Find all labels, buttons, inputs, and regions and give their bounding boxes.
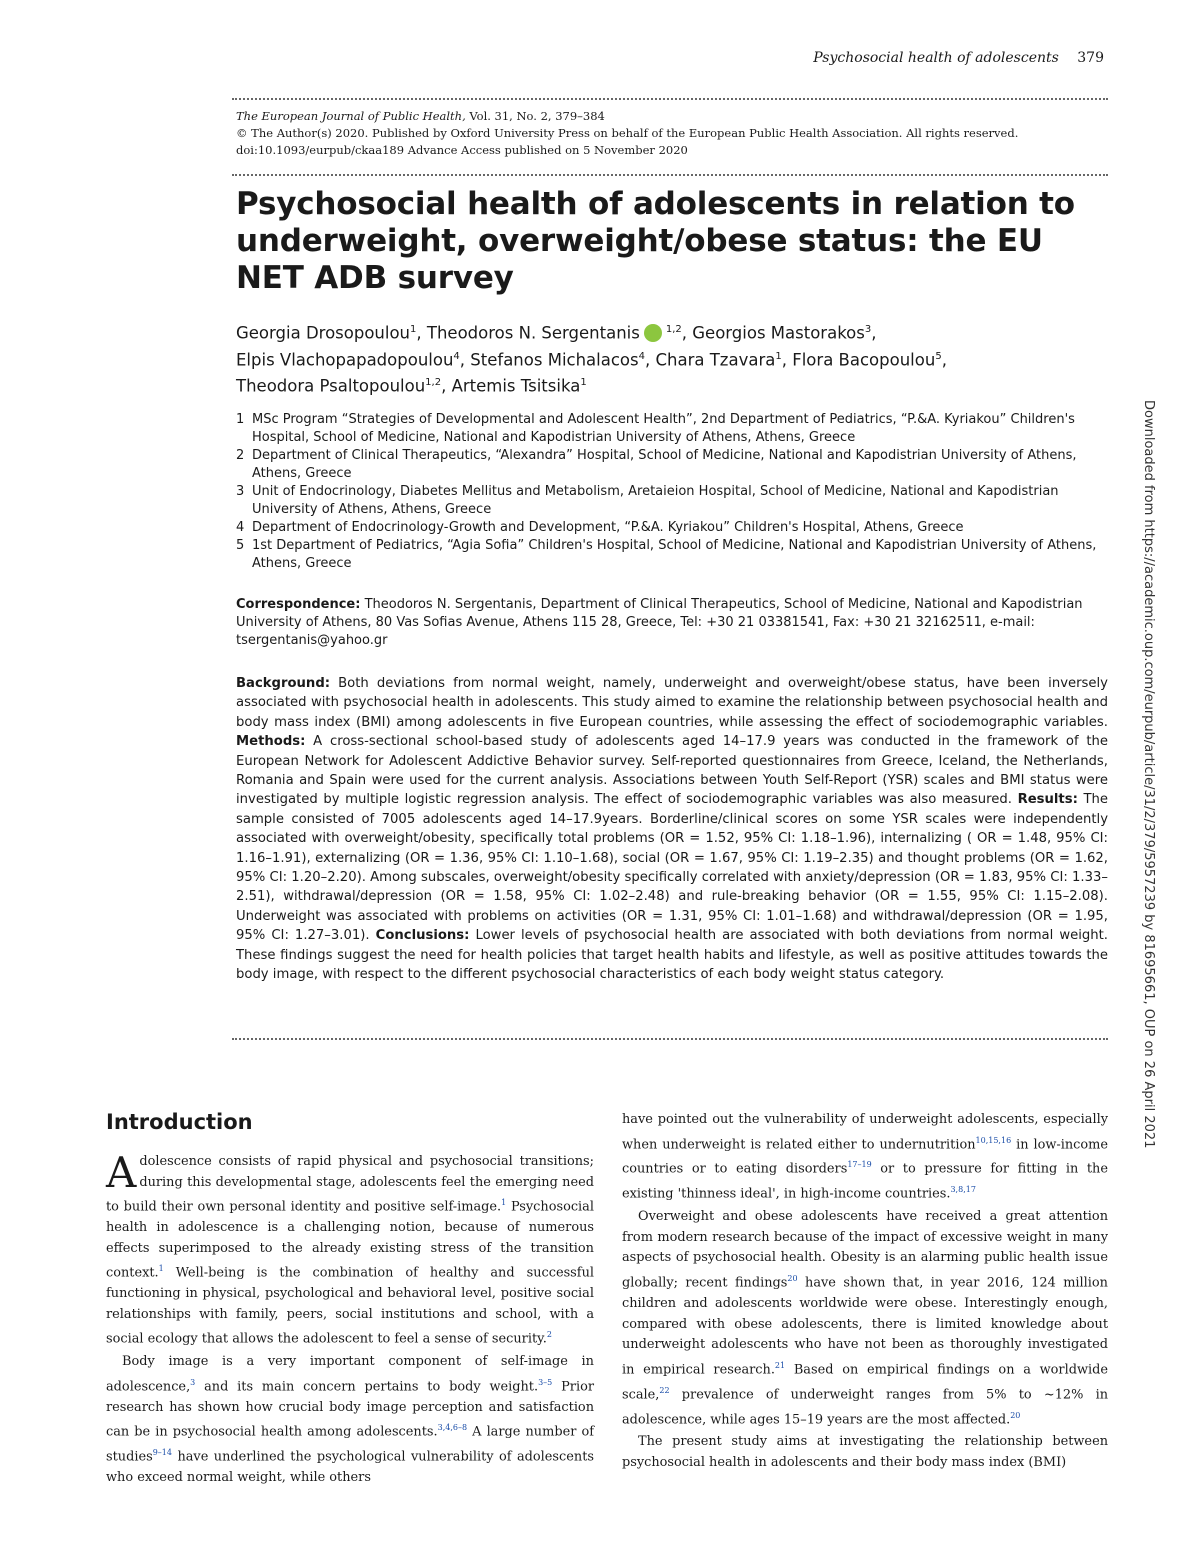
affiliation-marker: 1,2 [425,377,442,388]
affiliation-number: 1 [236,412,245,427]
text-run: have pointed out the vulnerability of underweight adolescents, especially when underweight is related either to undernutrition [622,1112,1108,1152]
text-run: Body image is a very important component of self-image in adolescence, [106,1354,594,1395]
abstract-background-label: Background: [236,676,331,691]
text-run: Well-being is the combination of healthy and successful functioning in physical, psychological and behavioral level, positive social relationships with family, peers, social institutions and school, with a social ecology that allows the adolescent to feel a sense of security. [106,1265,594,1347]
citation-link[interactable]: 20 [787,1274,798,1284]
text-run: Psychosocial health in adolescence is a challenging notion, because of numerous effects superimposed to the already existing stress of the transition context. [106,1199,594,1281]
separator: , [416,323,427,343]
citation-link[interactable]: 3,8,17 [950,1185,976,1195]
correspondence-label: Correspondence: [236,597,361,612]
dotted-divider [232,174,1108,176]
citation-link[interactable]: 20 [1010,1410,1021,1420]
dotted-divider [232,1038,1108,1040]
correspondence-text: Theodoros N. Sergentanis, Department of Clinical Therapeutics, School of Medicine, National and Kapodistrian University of Athens, 80 Vas Sofias Avenue, Athens 115 28, Greece, Tel: +30 21 03381541, Fax: +30 21 32162511, e-mail: tsergentanis@yahoo.gr [236,597,1083,648]
text-run: Overweight and obese adolescents have received a great attention from modern research because of the impact of excessive weight in many aspects of psychosocial health. Obesity is an alarming public health issue globally; recent findings [622,1209,1108,1291]
download-watermark[interactable]: Downloaded from https://academic.oup.com/eurpub/article/31/2/379/5957239 by 81695661, OUP on 26 April 2021 [1141,400,1156,1149]
affiliation-text: Unit of Endocrinology, Diabetes Mellitus and Metabolism, Aretaieion Hospital, School of Medicine, National and Kapodistrian University of Athens, Athens, Greece [252,484,1059,517]
affiliation-marker: 1,2 [665,324,682,335]
section-heading: Introduction [106,1110,253,1134]
running-head [813,50,1104,66]
affiliation-text: Department of Clinical Therapeutics, “Alexandra” Hospital, School of Medicine, National and Kapodistrian University of Athens, Athens, Greece [252,448,1077,481]
article-meta [236,108,1116,159]
citation-link[interactable]: 3–5 [538,1377,553,1387]
author[interactable]: Theodora Psaltopoulou [236,376,426,396]
text-run: Based on empirical findings on a worldwide scale, [622,1362,1108,1402]
correspondence [236,596,1108,650]
citation-link[interactable]: 21 [774,1360,786,1370]
copyright-line: © The Author(s) 2020. Published by Oxford University Press on behalf of the European Public Health Association. All rights reserved. [236,126,1019,140]
paragraph: The present study aims at investigating the relationship between psychosocial health in adolescents and their body mass index (BMI) [622,1434,1108,1470]
affiliation-number: 2 [236,448,245,463]
author[interactable]: Flora Bacopoulou [792,350,936,369]
affiliation-item [236,537,1112,573]
author[interactable]: Chara Tzavara [655,350,776,369]
text-run: or to pressure for fitting in the existing 'thinness ideal', in high-income countries. [622,1161,1108,1202]
author[interactable]: Georgios Mastorakos [692,323,865,343]
citation-link[interactable]: 1 [158,1264,164,1274]
paragraph [622,1207,1108,1430]
affiliation-text: Department of Endocrinology-Growth and Development, “P.&A. Kyriakou” Children's Hospital, Athens, Greece [252,520,964,535]
affiliation-text: MSc Program “Strategies of Developmental and Adolescent Health”, 2nd Department of Pediatrics, “P.&A. Kyriakou” Children's Hospital, School of Medicine, National and Kapodistrian University of Athens, Athens, Greece [252,412,1075,445]
journal-volume: Vol. 31, No. 2, 379–384 [465,109,605,123]
affiliation-marker: 1 [580,377,587,388]
citation-link[interactable]: 3,4,6–8 [437,1423,468,1433]
citation-link[interactable]: 17–19 [847,1160,872,1170]
orcid-icon[interactable] [644,324,662,342]
text-run: A large number of studies [106,1424,595,1465]
doi-line: doi:10.1093/eurpub/ckaa189 Advance Access published on 5 November 2020 [236,143,688,157]
journal-line [236,108,1116,125]
affiliation-number: 3 [236,484,245,499]
abstract-methods: A cross-sectional school-based study of adolescents aged 14–17.9 years was conducted in the framework of the European Network for Adolescent Addictive Behavior survey. Self-reported questionnaires from Greece, Iceland, the Netherlands, Romania and Spain were used for the current analysis. Associations between Youth Self-Report (YSR) scales and BMI status were investigated by multiple logistic regression analysis. The effect of sociodemographic variables was also measured. [236,734,1108,808]
affiliation-text: 1st Department of Pediatrics, “Agia Sofia” Children's Hospital, School of Medicine, National and Kapodistrian University of Athens, Athens, Greece [252,538,1097,571]
citation-link[interactable]: 22 [659,1385,670,1395]
author-list [236,318,1096,398]
abstract-conclusions: Lower levels of psychosocial health are associated with both deviations from normal weight. These findings suggest the need for health policies that target health habits and lifestyle, as well as positive attitudes towards the body image, with respect to the different psychosocial characteristics of each body weight status category. [236,928,1108,983]
citation-link[interactable]: 10,15,16 [975,1135,1012,1145]
left-column [106,1148,595,1491]
affiliation-item [236,519,1112,537]
separator: , [941,350,947,369]
paragraph [106,1148,594,1350]
author[interactable]: Artemis Tsitsika [451,376,581,396]
citation-link[interactable]: 9–14 [152,1448,172,1458]
text-run: Prior research has shown how crucial body image perception and satisfaction can be in psychosocial health among adolescents. [106,1379,594,1440]
citation-link[interactable]: 2 [546,1330,552,1340]
citation-link[interactable]: 1 [501,1198,507,1208]
abstract-results: The sample consisted of 7005 adolescents aged 14–17.9years. Borderline/clinical scores on some YSR scales were independently associated with overweight/obesity, specifically total problems (OR = 1.52, 95% CI: 1.18–1.96), internalizing ( OR = 1.48, 95% CI: 1.16–1.91), externalizing (OR = 1.36, 95% CI: 1.10–1.68), social (OR = 1.67, 95% CI: 1.19–2.35) and thought problems (OR = 1.62, 95% CI: 1.20–2.20). Among subscales, overweight/obesity specifically correlated with anxiety/depression (OR = 1.83, 95% CI: 1.33–2.51), withdrawal/depression (OR = 1.58, 95% CI: 1.02–2.48) and rule-breaking behavior (OR = 1.55, 95% CI: 1.15–2.08). Underweight was associated with problems on activities (OR = 1.31, 95% CI: 1.01–1.68) and withdrawal/depression (OR = 1.95, 95% CI: 1.27–3.01). [236,792,1108,944]
author[interactable]: Elpis Vlachopapadopoulou [236,350,454,369]
author[interactable]: Georgia Drosopoulou [236,323,411,343]
journal-name: The European Journal of Public Health, [236,109,466,123]
separator: , [681,323,693,343]
affiliation-marker: 1 [775,350,782,362]
text-run: and its main concern pertains to body weight. [195,1379,539,1395]
paragraph [106,1352,594,1488]
affiliation-marker: 4 [453,350,460,362]
affiliation-item [236,411,1112,447]
affiliation-marker: 1 [410,324,417,335]
text-run: dolescence consists of rapid physical and psychosocial transitions; during this developmental stage, adolescents feel the emerging need to build their own personal identity and positive self-image. [106,1154,594,1215]
running-head-title: Psychosocial health of adolescents [813,50,1059,66]
affiliation-number: 4 [236,520,245,535]
affiliation-list [236,411,1112,573]
abstract-conclusions-label: Conclusions: [375,928,470,944]
page-number: 379 [1077,50,1104,66]
author[interactable]: Theodoros N. Sergentanis [426,323,640,343]
author[interactable]: Stefanos Michalacos [470,350,639,369]
separator: , [871,323,877,343]
right-column [622,1110,1108,1476]
separator: , [781,350,793,369]
affiliation-marker: 5 [935,350,942,362]
affiliation-marker: 3 [864,324,872,335]
abstract-methods-label: Methods: [236,734,306,750]
text-run: prevalence of underweight ranges from 5% to ~12% in adolescence, while ages 15–19 years are the most affected. [622,1386,1108,1427]
affiliation-item [236,447,1112,483]
abstract-background: Both deviations from normal weight, namely, underweight and overweight/obese status, have been inversely associated with psychosocial health in adolescents. This study aimed to examine the relationship between psychosocial health and body mass index (BMI) among adolescents in five European countries, while assessing the effect of sociodemographic variables. [236,676,1108,730]
article-title: Psychosocial health of adolescents in relation to underweight, overweight/obese status: the EU NET ADB survey [236,186,1075,296]
affiliation-marker: 4 [638,350,645,362]
separator: , [459,350,471,369]
text-run: have shown that, in year 2016, 124 million children and adolescents worldwide were obese. Interestingly enough, compared with obese adolescents, there is limited knowledge about underweight adolescents who have not been as thoroughly investigated in empirical research. [622,1275,1108,1378]
affiliation-item [236,483,1112,519]
text-run: in low-income countries or to eating disorders [622,1136,1108,1177]
abstract-results-label: Results: [1017,792,1078,808]
citation-link[interactable]: 3 [190,1377,196,1387]
separator: , [441,376,452,396]
separator: , [645,350,656,369]
text-run: have underlined the psychological vulnerability of adolescents who exceed normal weight, while others [106,1449,594,1486]
abstract [236,674,1108,985]
drop-cap: A [106,1148,137,1197]
paragraph [622,1110,1108,1205]
affiliation-number: 5 [236,538,245,553]
dotted-divider [232,98,1108,100]
